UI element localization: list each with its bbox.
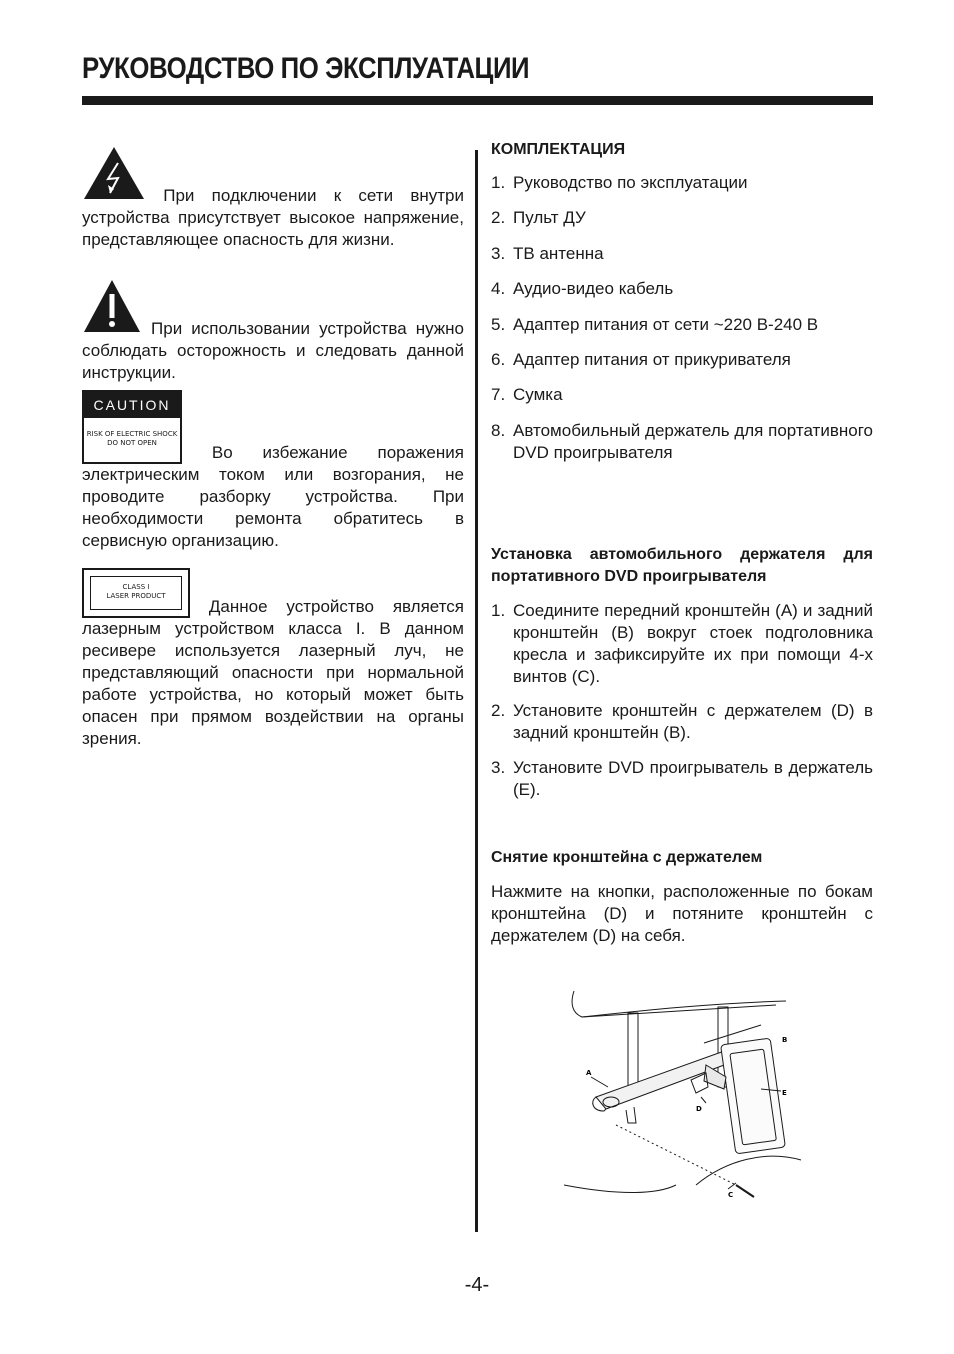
list-item [491, 700, 873, 744]
list-item-text: Адаптер питания от прикуривателя [513, 350, 791, 369]
list-item-number: 6. [491, 350, 506, 369]
list-item-text: Адаптер питания от сети ~220 В-240 В [513, 315, 819, 334]
caution-label-line1: RISK OF ELECTRIC SHOCK [86, 430, 178, 438]
list-item [491, 207, 873, 229]
shock-warning [82, 145, 464, 251]
caution-label-title: CAUTION [84, 392, 180, 418]
list-item [491, 600, 873, 688]
list-item-text: Сумка [513, 385, 563, 404]
list-item-text: Автомобильный держатель для портативного DVD проигрывателя [513, 421, 873, 462]
list-item [491, 243, 873, 265]
label-d: D [696, 1105, 702, 1113]
label-a: A [586, 1069, 592, 1077]
caution-label-icon [82, 390, 182, 464]
list-item [491, 349, 873, 371]
page-number: -4- [464, 1274, 490, 1296]
list-item-number: 3. [491, 758, 506, 777]
electric-shock-notice [82, 390, 464, 552]
laser-label-icon [82, 568, 190, 618]
list-item-text: Установите DVD проигрыватель в держатель (Е). [513, 758, 873, 799]
kit-heading: КОМПЛЕКТАЦИЯ [491, 141, 626, 158]
list-item-text: Руководство по эксплуатации [513, 173, 748, 192]
list-item [491, 420, 873, 464]
install-heading: Установка автомобильного держателя для портативного DVD проигрывателя [491, 546, 873, 585]
list-item-number: 2. [491, 208, 506, 227]
caution-warning-text: При использовании устройства нужно соблюдать осторожность и следовать данной инструкции. [82, 319, 464, 382]
removal-text: Нажмите на кнопки, расположенные по бокам кронштейна (D) и потяните кронштейн с держателем (D) на себя. [491, 882, 873, 945]
laser-label-line2: LASER PRODUCT [106, 592, 166, 600]
list-item [491, 314, 873, 336]
list-item-number: 1. [491, 601, 506, 620]
headrest-mount-diagram [556, 985, 806, 1215]
list-item-text: Установите кронштейн с держателем (D) в задний кронштейн (В). [513, 701, 873, 742]
title-rule [82, 96, 873, 105]
label-b: B [782, 1036, 788, 1044]
list-item-number: 2. [491, 701, 506, 720]
laser-label-line1: CLASS I [122, 583, 150, 591]
list-item-number: 3. [491, 244, 506, 263]
diagram-svg [556, 985, 806, 1210]
list-item-text: Аудио-видео кабель [513, 279, 674, 298]
caution-label-line2: DO NOT OPEN [107, 439, 157, 447]
page-title: РУКОВОДСТВО ПО ЭКСПЛУАТАЦИИ [82, 52, 530, 85]
list-item-number: 1. [491, 173, 506, 192]
exclamation-warning-icon [82, 278, 142, 340]
list-item [491, 172, 873, 194]
label-c: C [728, 1191, 734, 1199]
laser-notice [82, 568, 464, 750]
list-item-number: 7. [491, 385, 506, 404]
electric-shock-text: Во избежание поражения электрическим током или возгорания, не проводите разборку устройства. При необходимости ремонта обратитесь в сервисную организацию. [82, 443, 464, 550]
list-item-number: 5. [491, 315, 506, 334]
laser-text: Данное устройство является лазерным устройством класса I. В данном ресивере используется лазерный луч, не представляющий опасности при нормальной работе устройства, но который может быть опасен при прямом воздействии на органы зрения. [82, 597, 464, 748]
lightning-warning-icon [82, 145, 146, 207]
list-item-number: 8. [491, 421, 506, 440]
label-e: E [782, 1089, 787, 1097]
removal-heading: Снятие кронштейна с держателем [491, 849, 763, 866]
caution-warning [82, 278, 464, 384]
list-item [491, 757, 873, 801]
list-item [491, 278, 873, 300]
column-divider [475, 150, 478, 1232]
list-item-text: Пульт ДУ [513, 208, 586, 227]
list-item-text: ТВ антенна [513, 244, 604, 263]
list-item-text: Соедините передний кронштейн (А) и задний кронштейн (В) вокруг стоек подголовника кресла и зафиксируйте их при помощи 4-х винтов (С). [513, 601, 873, 686]
list-item-number: 4. [491, 279, 506, 298]
list-item [491, 384, 873, 406]
shock-warning-text: При подключении к сети внутри устройства присутствует высокое напряжение, представляющее опасность для жизни. [82, 186, 464, 249]
